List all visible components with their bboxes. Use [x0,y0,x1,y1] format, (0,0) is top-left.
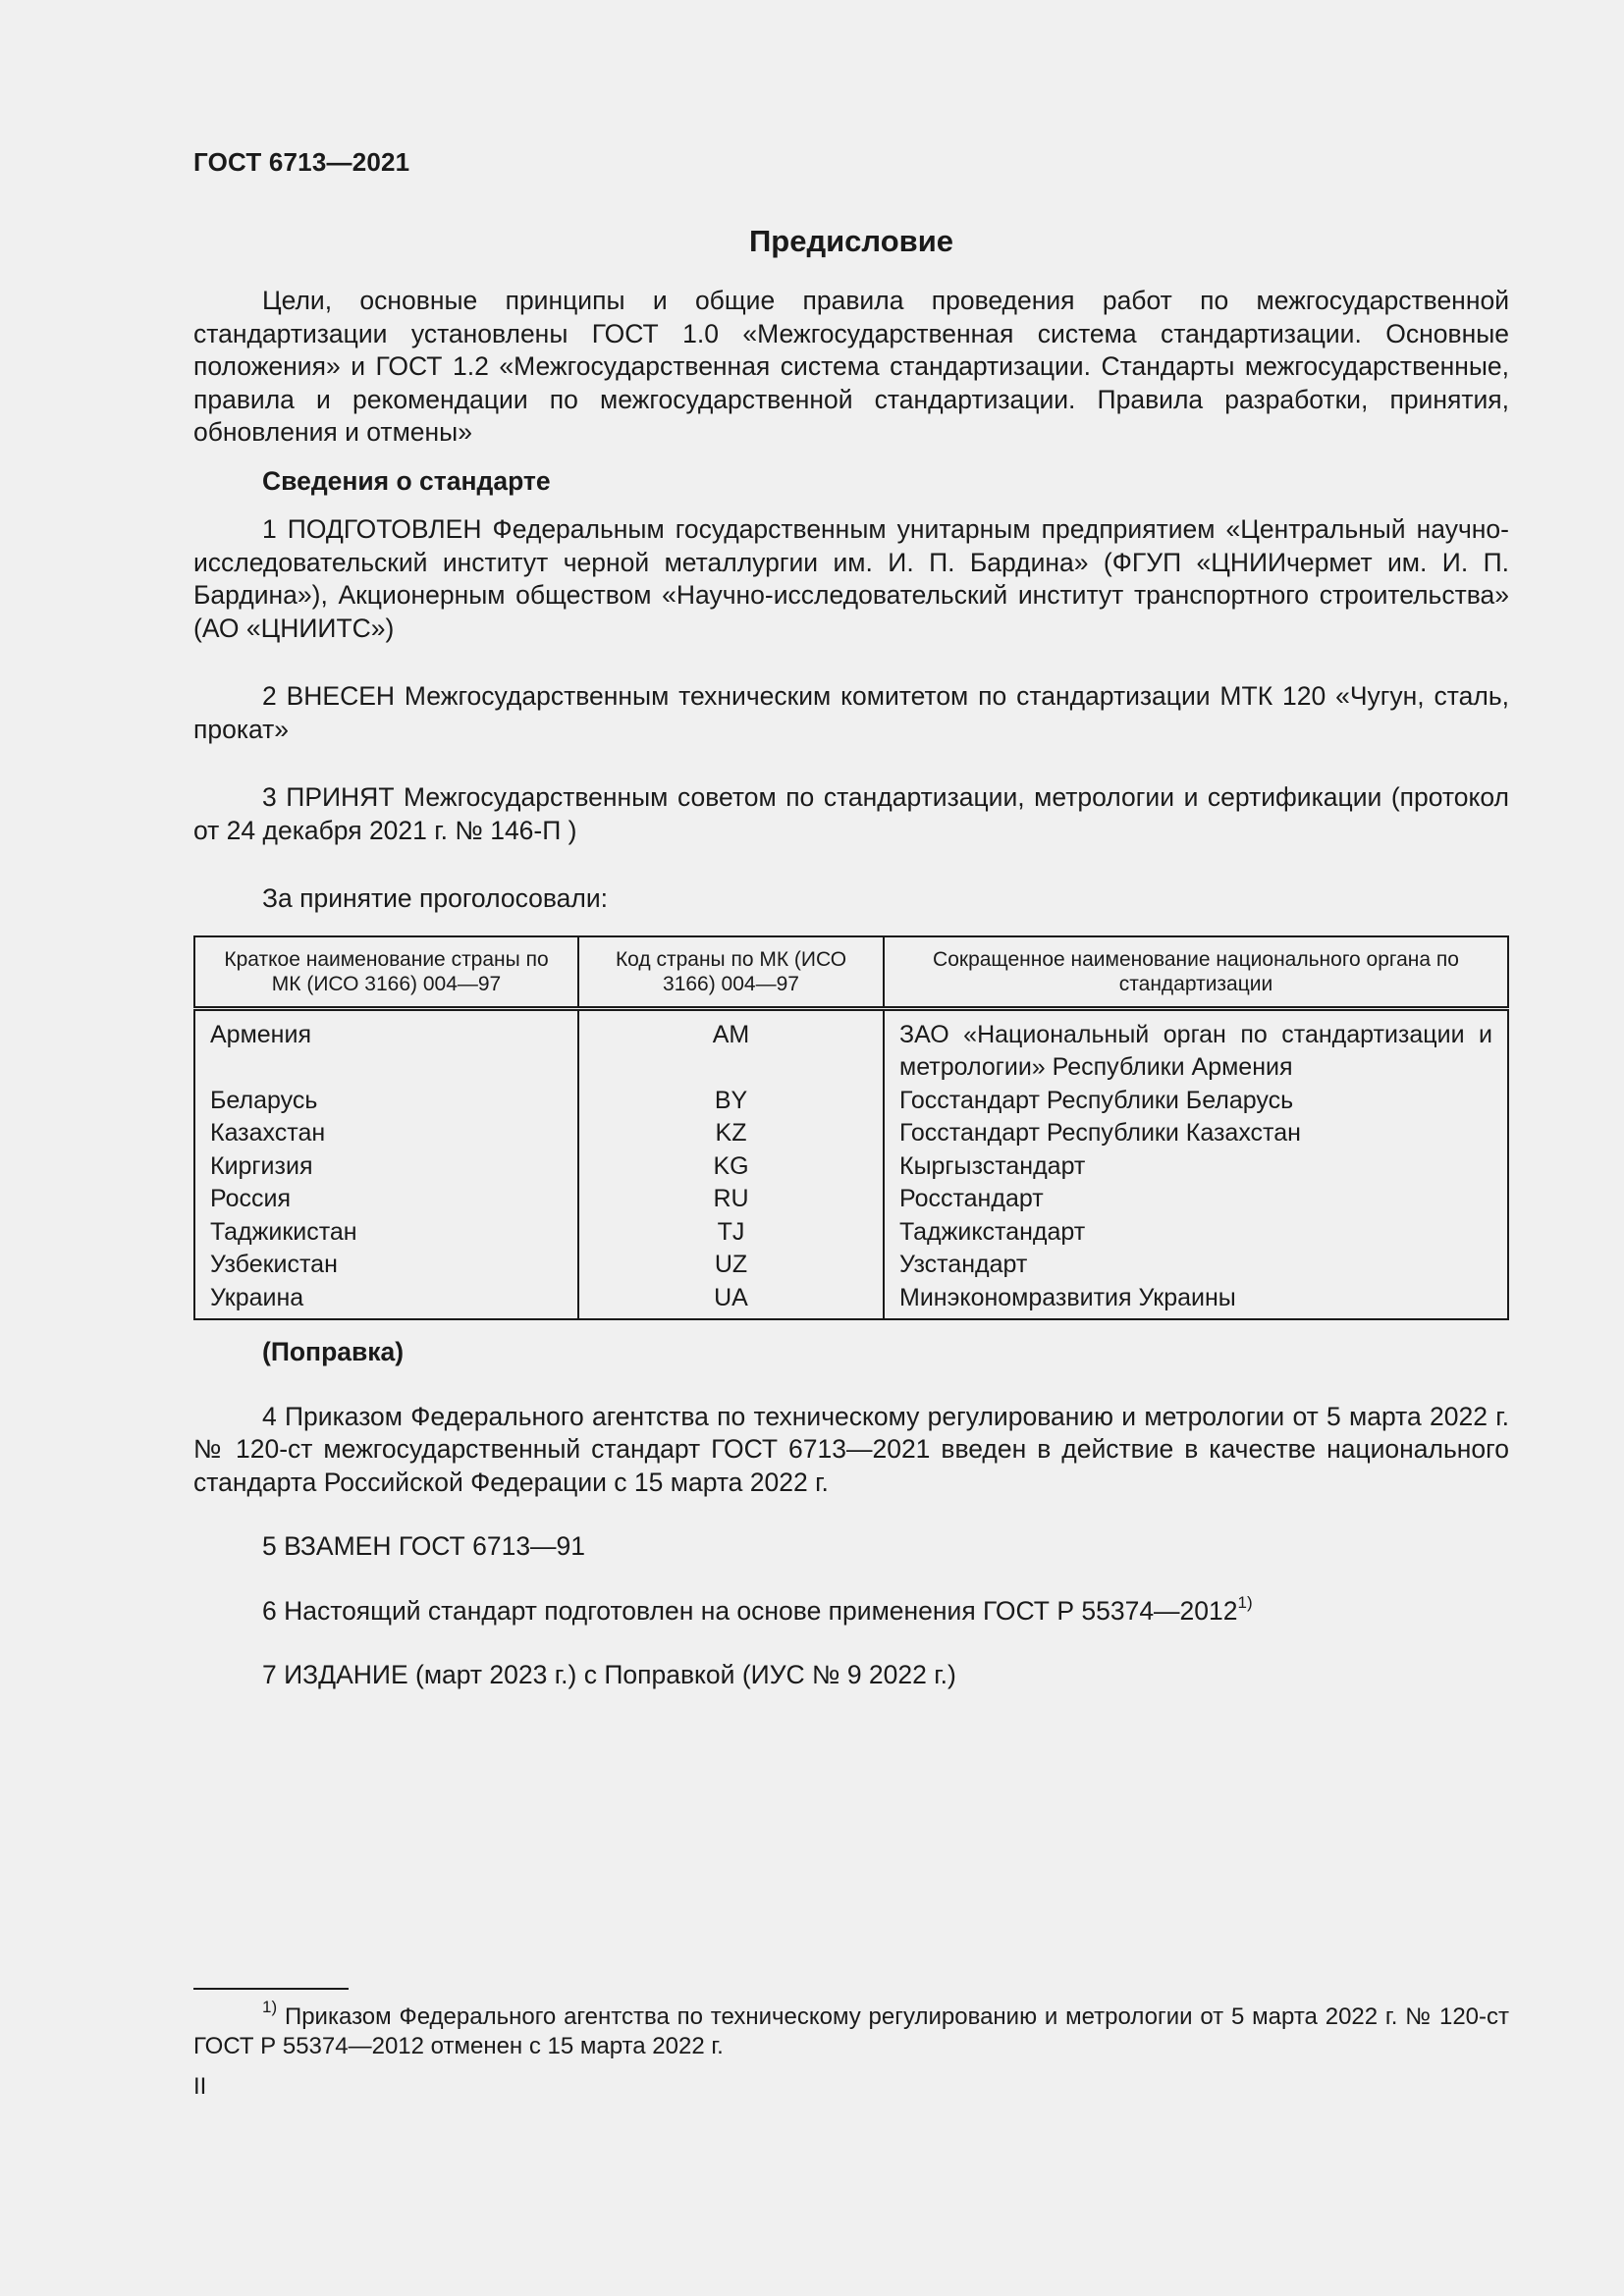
cell-body: ЗАО «Национальный орган по стандартизации и метрологии» Республики Армения [899,1020,1492,1081]
cell-code: RU [578,1183,884,1216]
cell-body: Госстандарт Республики Беларусь [899,1086,1294,1114]
item-4-enacted: 4 Приказом Федерального агентства по техническому регулированию и метрологии от 5 марта 2022 г. № 120-ст межгосударственный стандарт ГОСТ 6713—2021 введен в действие в качестве национального стандарта Российской Федерации с 15 марта 2022 г. [193,1401,1509,1497]
item-6-basis [193,1592,1509,1629]
section-heading: Сведения о стандарте [262,465,551,496]
footnote-divider [193,1988,349,1990]
cell-body: Росстандарт [899,1185,1044,1212]
header-country: Краткое наименование страны по МК (ИСО 3166) 004—97 [194,936,578,1009]
item-2-introduced: 2 ВНЕСЕН Межгосударственным техническим комитетом по стандартизации МТК 120 «Чугун, сталь, прокат» [193,681,1509,744]
footnote-mark: 1) [262,1998,278,2016]
table-row [194,1150,1508,1184]
cell-country: Узбекистан [194,1249,578,1282]
table-row [194,1282,1508,1320]
item-5-replaces: 5 ВЗАМЕН ГОСТ 6713—91 [262,1531,586,1561]
footnote [193,1998,1510,2061]
cell-country: Украина [194,1282,578,1320]
cell-code: AM [578,1008,884,1085]
item-7-edition: 7 ИЗДАНИЕ (март 2023 г.) с Поправкой (ИУС № 9 2022 г.) [262,1660,956,1689]
voted-label: За принятие проголосовали: [262,883,609,913]
header-standards-body: Сокращенное наименование национального органа по стандартизации [884,936,1508,1009]
footnote-text: Приказом Федерального агентства по техническому регулированию и метрологии от 5 марта 2022 г. № 120-ст ГОСТ Р 55374—2012 отменен с 15 марта 2022 г. [193,2003,1510,2059]
cell-code: UZ [578,1249,884,1282]
header-code: Код страны по МК (ИСО 3166) 004—97 [578,936,884,1009]
table-row [194,1085,1508,1118]
cell-code: KG [578,1150,884,1184]
cell-country: Казахстан [194,1117,578,1150]
document-page [193,0,1509,2296]
intro-paragraph: Цели, основные принципы и общие правила проведения работ по межгосударственной стандартизации установлены ГОСТ 1.0 «Межгосударственная система стандартизации. Основные положения» и ГОСТ 1.2 «Межгосударственная система стандартизации. Стандарты межгосударственные, правила и рекомендации по межгосударственной стандартизации. Правила разработки, принятия, обновления и отмены» [193,286,1509,447]
cell-body: Таджикстандарт [899,1217,1086,1246]
amendment-label: (Поправка) [262,1337,405,1366]
cell-body: Кыргызстандарт [899,1151,1086,1180]
cell-code: UA [578,1282,884,1320]
cell-country: Россия [194,1183,578,1216]
cell-body: Минэкономразвития Украины [899,1283,1236,1311]
table-header-row [194,936,1508,1009]
voting-countries-table [193,935,1509,1321]
cell-country: Киргизия [194,1150,578,1184]
document-body [193,285,1509,1692]
item-3-adopted: 3 ПРИНЯТ Межгосударственным советом по стандартизации, метрологии и сертификации (протокол от 24 декабря 2021 г. № 146-П ) [193,782,1509,845]
table-row [194,1008,1508,1085]
cell-country: Беларусь [194,1085,578,1118]
cell-code: KZ [578,1117,884,1150]
cell-country: Таджикистан [194,1216,578,1250]
table-row [194,1183,1508,1216]
cell-code: BY [578,1085,884,1118]
cell-body: Узстандарт [899,1251,1028,1278]
page-number: II [193,2073,207,2100]
cell-code: TJ [578,1216,884,1250]
cell-country: Армения [194,1008,578,1085]
table-row [194,1117,1508,1150]
document-id-header: ГОСТ 6713—2021 [193,147,410,177]
item-1-prepared: 1 ПОДГОТОВЛЕН Федеральным государственным унитарным предприятием «Центральный научно-исследовательский институт черной металлургии им. И. П. Бардина» (ФГУП «ЦНИИчермет им. И. П. Бардина»), Акционерным обществом «Научно-исследовательский институт транспортного строительства» (АО «ЦНИИТС») [193,514,1509,643]
item-6-text: 6 Настоящий стандарт подготовлен на основе применения ГОСТ Р 55374—2012 [262,1595,1238,1626]
table-row [194,1249,1508,1282]
page-title: Предисловие [748,224,953,258]
cell-body: Госстандарт Республики Казахстан [899,1119,1301,1147]
footnote-reference[interactable]: 1) [1237,1592,1253,1612]
table-row [194,1216,1508,1250]
